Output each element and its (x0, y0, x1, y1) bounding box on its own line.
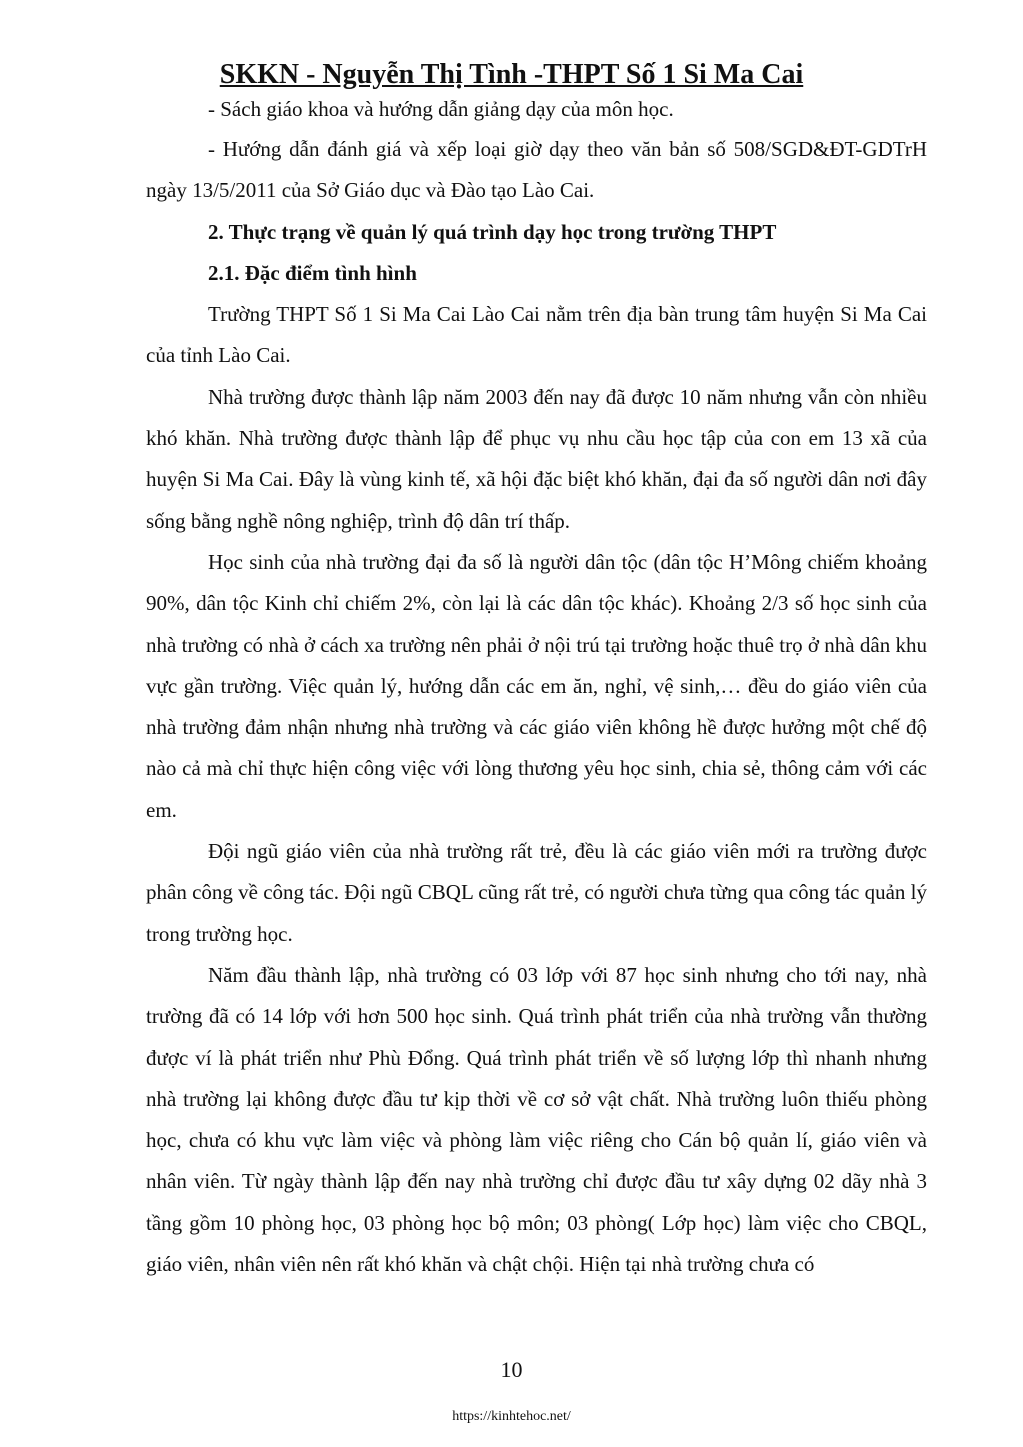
section-heading-2: 2. Thực trạng về quản lý quá trình dạy học trong trường THPT (208, 219, 777, 244)
paragraph-founding: Nhà trường được thành lập năm 2003 đến nay đã được 10 năm nhưng vẫn còn nhiều khó khăn. Nhà trường được thành lập để phục vụ nhu cầu học tập của con em 13 xã của huyện Si Ma Cai. Đây là vùng kinh tế, xã hội đặc biệt khó khăn, đại đa số người dân nơi đây sống bằng nghề nông nghiệp, trình độ dân trí thấp. (146, 384, 927, 533)
footer-url[interactable]: https://kinhtehoc.net/ (452, 1409, 571, 1424)
guidance-line: - Hướng dẫn đánh giá và xếp loại giờ dạy theo văn bản số 508/SGD&ĐT-GDTrH ngày 13/5/2011 của Sở Giáo dục và Đào tạo Lào Cai. (146, 137, 927, 203)
section-heading-2-1: 2.1. Đặc điểm tình hình (208, 260, 417, 285)
paragraph-students: Học sinh của nhà trường đại đa số là người dân tộc (dân tộc H’Mông chiếm khoảng 90%, dân tộc Kinh chỉ chiếm 2%, còn lại là các dân tộc khác). Khoảng 2/3 số học sinh của nhà trường có nhà ở cách xa trường nên phải ở nội trú tại trường hoặc thuê trọ ở nhà dân khu vực gần trường. Việc quản lý, hướng dẫn các em ăn, nghỉ, vệ sinh,… đều do giáo viên của nhà trường đảm nhận nhưng nhà trường và các giáo viên không hề được hưởng một chế độ nào cả mà chỉ thực hiện công việc với lòng thương yêu học sinh, chia sẻ, thông cảm với các em. (146, 549, 927, 822)
page-number: 10 (500, 1357, 523, 1382)
page-header-title: SKKN - Nguyễn Thị Tình -THPT Số 1 Si Ma Cai (219, 59, 804, 90)
paragraph-location: Trường THPT Số 1 Si Ma Cai Lào Cai nằm trên địa bàn trung tâm huyện Si Ma Cai của tỉnh Lào Cai. (146, 302, 927, 368)
textbook-line: - Sách giáo khoa và hướng dẫn giảng dạy của môn học. (208, 97, 674, 121)
paragraph-development: Năm đầu thành lập, nhà trường có 03 lớp với 87 học sinh nhưng cho tới nay, nhà trường đã có 14 lớp với hơn 500 học sinh. Quá trình phát triển của nhà trường vẫn thường được ví là phát triển như Phù Đổng. Quá trình phát triển về số lượng lớp thì nhanh nhưng nhà trường lại không được đầu tư kịp thời về cơ sở vật chất. Nhà trường luôn thiếu phòng học, chưa có khu vực làm việc và phòng làm việc riêng cho Cán bộ quản lí, giáo viên và nhân viên. Từ ngày thành lập đến nay nhà trường chỉ được đầu tư xây dựng 02 dãy nhà 3 tầng gồm 10 phòng học, 03 phòng học bộ môn; 03 phòng( Lớp học) làm việc cho CBQL, giáo viên, nhân viên nên rất khó khăn và chật chội. Hiện tại nhà trường chưa có (146, 962, 927, 1277)
document-body (146, 95, 927, 1285)
paragraph-teachers: Đội ngũ giáo viên của nhà trường rất trẻ, đều là các giáo viên mới ra trường được phân công về công tác. Đội ngũ CBQL cũng rất trẻ, có người chưa từng qua công tác quản lý trong trường học. (146, 839, 928, 946)
